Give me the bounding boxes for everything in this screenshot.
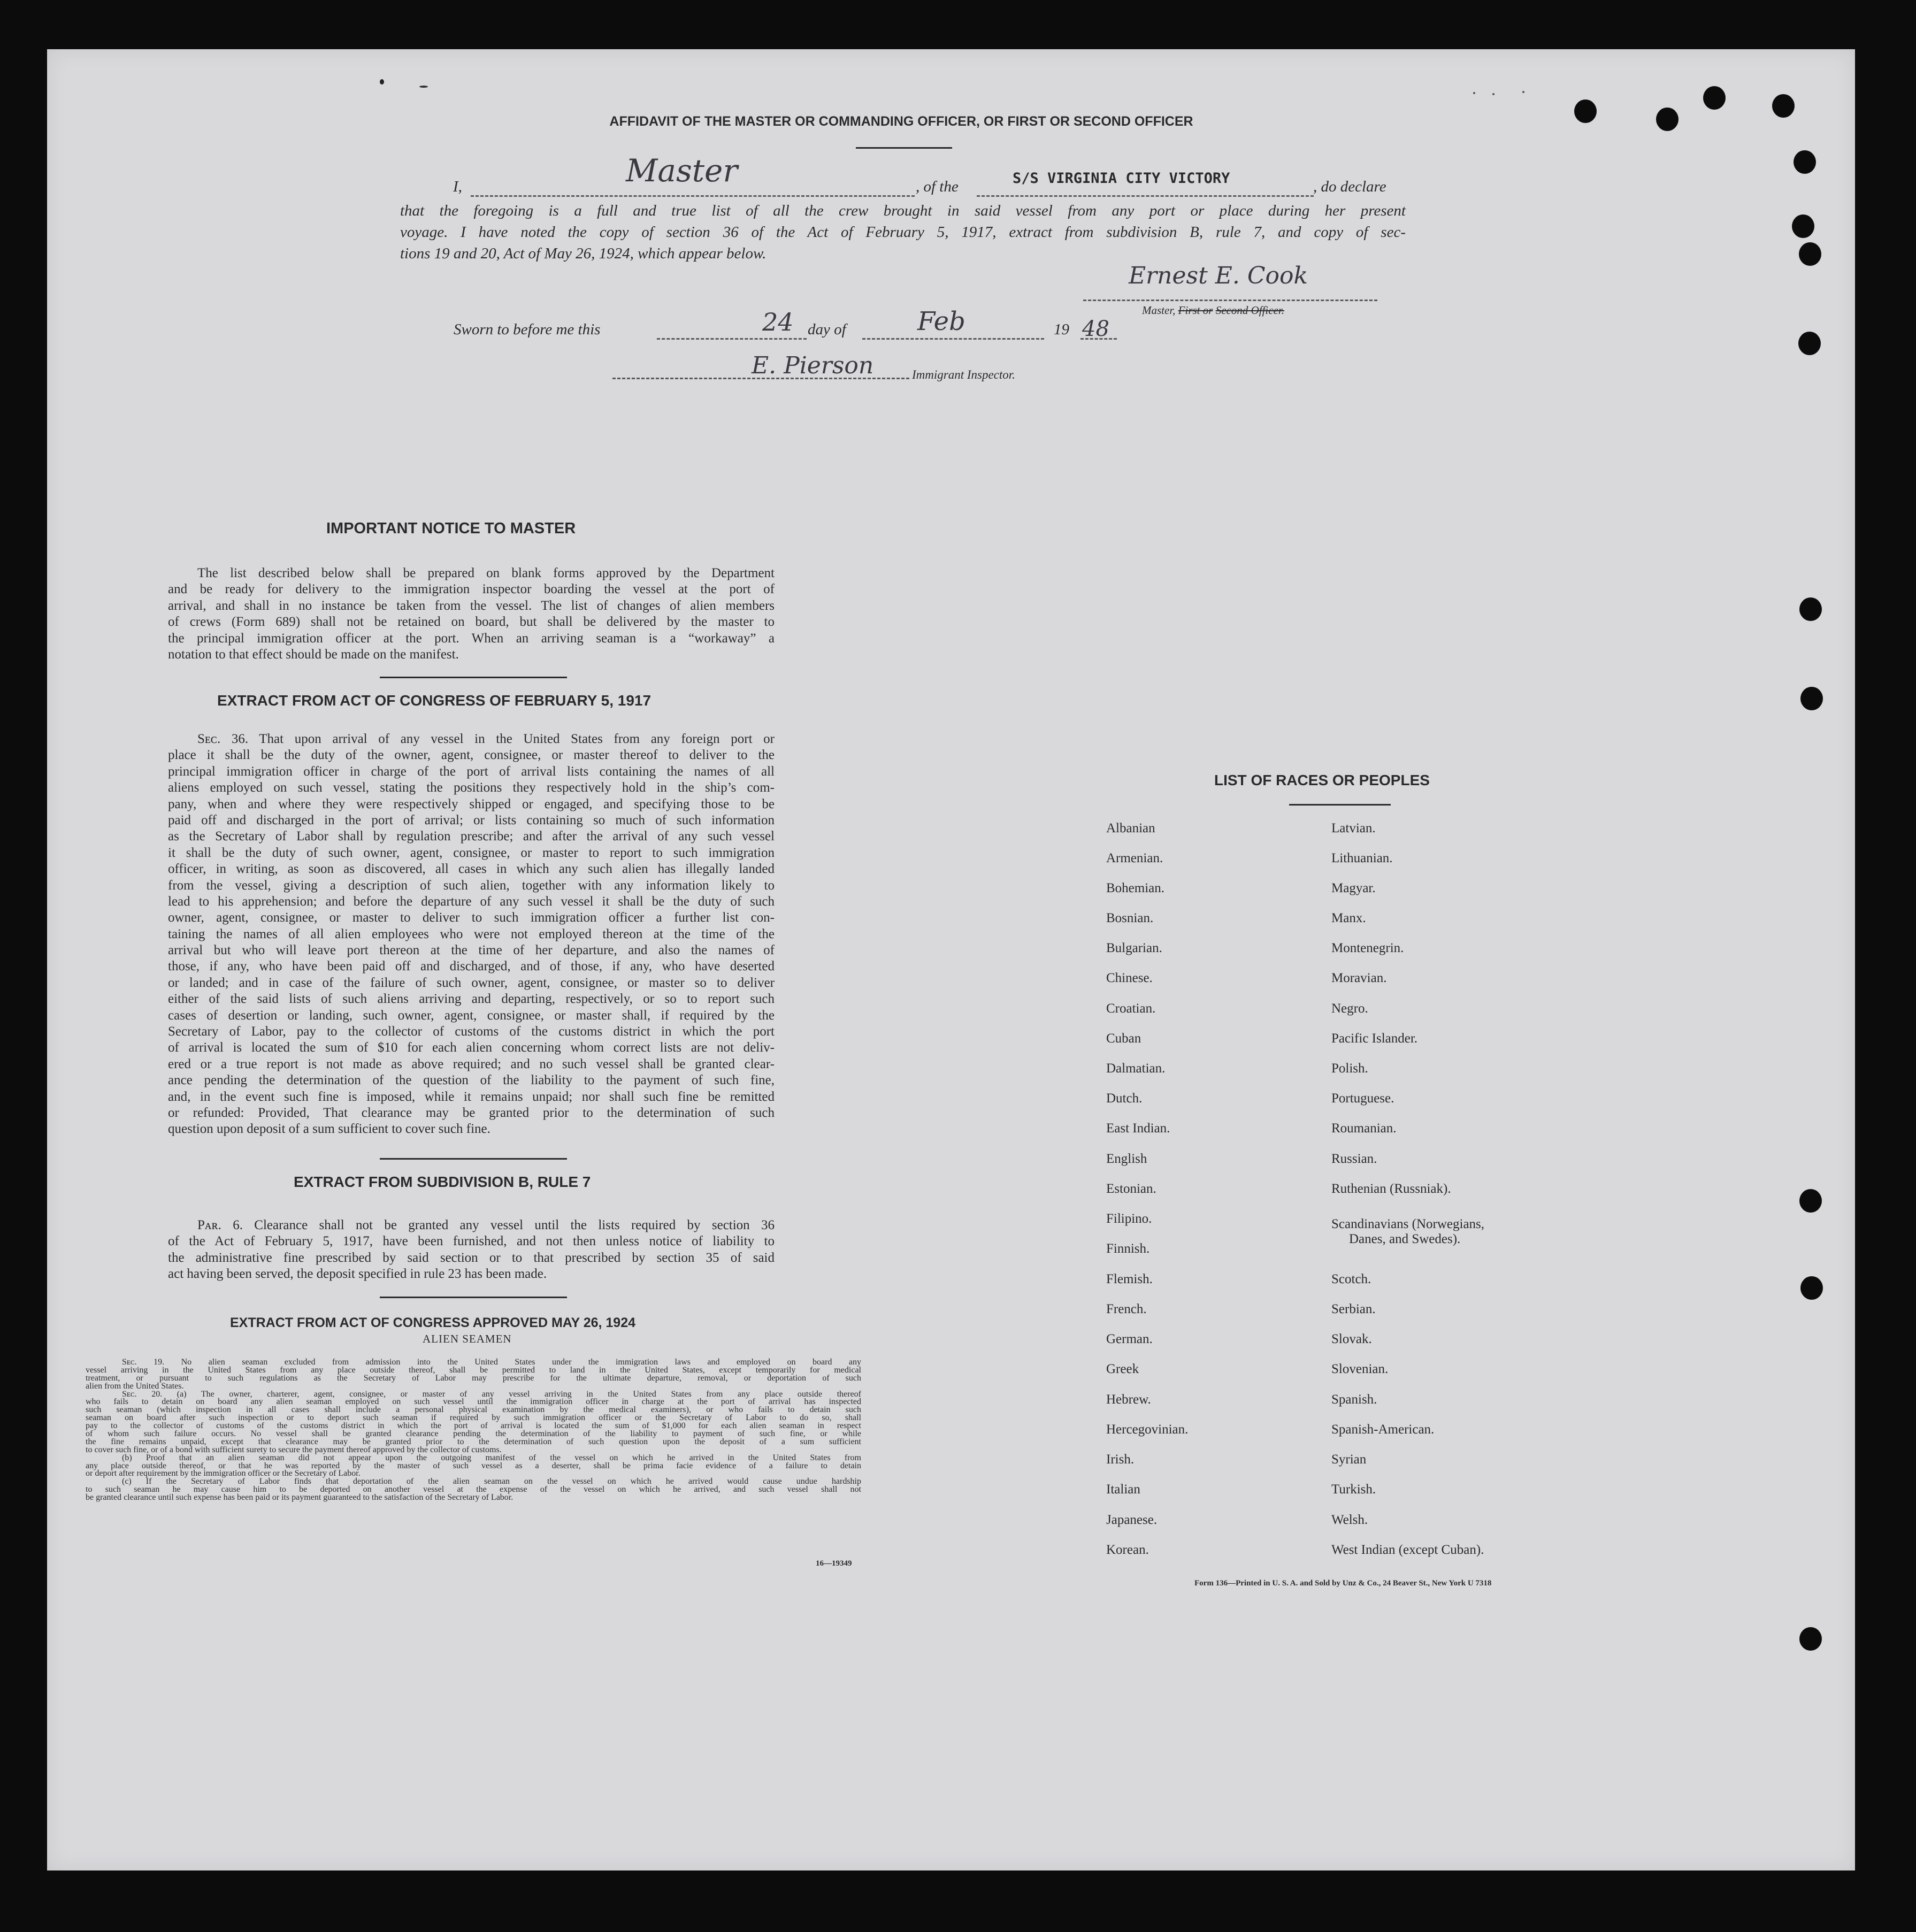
race-item: Chinese. [1106,971,1153,985]
extract-1917-line: it shall be the duty of such owner, agent, consignee, or master to report to such immigration [168,845,775,860]
year-prefix: 19 [1054,321,1069,338]
affidavit-i-label: I, [453,178,462,195]
punch-hole [1799,597,1822,621]
punch-hole [1703,86,1726,110]
extract-1924-line: the fine remains unpaid, except that clearance may be granted prior to the determination of such question upon the deposit of a sum sufficient [86,1437,861,1446]
extract-1917-line: Sᴇᴄ. 36. That upon arrival of any vessel in the United States from any foreign port or [197,732,775,746]
extract-1917-line: question upon deposit of a sum sufficient to cover such fine. [168,1122,491,1137]
race-item: Spanish-American. [1331,1422,1435,1437]
race-item: Roumanian. [1331,1121,1397,1136]
extract-1924-line: who fails to detain on board any alien seaman employed on such vessel until the immigration officer in charge at the port of arrival has inspected [86,1397,861,1407]
extract-1924-line: any place outside thereof, or that he was reported by the master of such vessel as a deserter, shall be prima facie evidence of a failure to detain [86,1461,861,1470]
affidavit-title: AFFIDAVIT OF THE MASTER OR COMMANDING OFFICER, OR FIRST OR SECOND OFFICER [609,114,1193,129]
race-item: Russian. [1331,1152,1377,1166]
race-item: Magyar. [1331,881,1376,895]
race-item: Hebrew. [1106,1392,1151,1407]
notice-line: of crews (Form 689) shall not be retained on board, but shall be delivered by the master to [168,615,775,630]
race-item: Japanese. [1106,1513,1158,1527]
inspector-signature: E. Pierson [752,352,874,379]
extract-1917-line: Secretary of Labor, pay to the collector of customs of the customs district in which the port [168,1024,775,1039]
extract-1917-line: cases of desertion or landing, such owner, agent, consignee, or master shall, if required by the [168,1008,775,1023]
race-item: Flemish. [1106,1272,1153,1286]
race-item: Cuban [1106,1031,1141,1046]
extract-1917-text [168,731,775,1138]
caption-first: First or [1178,304,1213,317]
punch-hole [1798,332,1821,355]
race-item: Hercegovinian. [1106,1422,1189,1437]
extract-1917-line: paid off and discharged in the port of arrival; or lists containing so much of such information [168,812,775,827]
extract-1917-line: of arrival is located the sum of $10 for each alien concerning whom correct lists are not deliv- [168,1040,775,1055]
affidavit-body [400,200,1406,264]
extract-1924-line: or deport after requirement by the immigration officer or the Secretary of Labor. [86,1469,361,1478]
sworn-day: 24 [762,308,794,336]
extract-1924-line: such seaman (which inspection in all cases shall include a personal physical examination by the medical examiners), or who fails to detain such [86,1405,861,1415]
day-of-label: day of [808,321,846,338]
race-item: Montenegrin. [1331,941,1404,955]
race-item: Italian [1106,1482,1140,1497]
punch-hole [1574,99,1597,123]
extract-1924-subtitle: ALIEN SEAMEN [423,1332,512,1345]
extract-rule7-line: act having been served, the deposit specified in rule 23 has been made. [168,1267,547,1282]
race-item: Ruthenian (Russniak). [1331,1182,1451,1196]
vessel-name: S/S VIRGINIA CITY VICTORY [1013,170,1230,187]
month-line [862,338,1044,340]
race-item: Turkish. [1331,1482,1376,1497]
extract-1917-title: EXTRACT FROM ACT OF CONGRESS OF FEBRUARY 5, 1917 [217,692,652,709]
caption-master: Master, [1142,304,1176,317]
extract-1924-line: pay to the collector of customs of the customs district in which the port of arrival is located the sum of $1,000 for each alien seaman in respect [86,1421,861,1431]
race-item: German. [1106,1332,1153,1346]
race-item: Scotch. [1331,1272,1371,1286]
extract-1917-line: as the Secretary of Labor shall by regulation prescribe; and after the arrival of any such vessel [168,829,775,844]
race-item-continued: Danes, and Swedes). [1349,1232,1461,1246]
punch-hole [1792,214,1814,238]
inspector-label: Immigrant Inspector. [912,368,1015,381]
race-item: Polish. [1331,1061,1368,1076]
punch-hole [1656,108,1679,131]
extract-rule7-line: of the Act of February 5, 1917, have been furnished, and not then unless notice of liability to [168,1234,775,1249]
race-item: Scandinavians (Norwegians, [1331,1217,1485,1231]
sworn-label: Sworn to before me this [454,321,601,338]
divider [1289,804,1391,806]
year-suffix: 48 [1082,317,1109,341]
extract-rule7-line: the administrative fine prescribed by said section or to that prescribed by section 35 of said [168,1250,775,1265]
master-name-line [471,195,915,197]
punch-hole [1799,1189,1822,1213]
race-item: Irish. [1106,1452,1135,1467]
race-item: French. [1106,1302,1147,1316]
race-item: Korean. [1106,1543,1149,1557]
extract-1924-line: treatment, or pursuant to such regulations as the Secretary of Labor may prescribe for the ultimate departure, removal, or deportation of such [86,1373,861,1383]
extract-1924-line: Sᴇᴄ. 19. No alien seaman excluded from admission into the United States under the immigration laws and employed on board any [122,1358,861,1367]
race-item: Portuguese. [1331,1091,1394,1106]
extract-1917-line: those, if any, who have been paid off and discharged, and of those, if any, who have deserted [168,959,775,974]
notice-line: arrival, and shall in no instance be taken from the vessel. The list of changes of alien members [168,598,775,613]
race-item: Serbian. [1331,1302,1376,1316]
race-item: Lithuanian. [1331,851,1393,865]
race-item: East Indian. [1106,1121,1170,1136]
extract-1917-line: or refunded: Provided, That clearance may be granted prior to the determination of such [168,1105,775,1120]
race-item: Spanish. [1331,1392,1377,1407]
notice-title: IMPORTANT NOTICE TO MASTER [326,520,576,537]
sworn-month: Feb [917,306,965,336]
race-item: Armenian. [1106,851,1163,865]
master-signature: Ernest E. Cook [1129,262,1308,289]
extract-1917-line: aliens employed on such vessel, stating the positions they respectively hold in the ship’s com- [168,780,775,795]
race-item: Slovak. [1331,1332,1372,1346]
extract-1924-line: to cover such fine, or of a bond with sufficient surety to secure the payment thereof approved by the collector of customs. [86,1445,502,1454]
divider [380,1297,567,1298]
punch-hole [1772,94,1795,118]
day-line [657,338,807,340]
extract-rule7-line: Pᴀʀ. 6. Clearance shall not be granted any vessel until the lists required by section 36 [197,1218,775,1232]
race-item: Manx. [1331,911,1366,925]
race-item: Slovenian. [1331,1362,1389,1376]
affidavit-body-line: that the foregoing is a full and true list of all the crew brought in said vessel from any port or place during her present [400,202,1406,219]
inspector-line [612,378,909,379]
affidavit-body-line: tions 19 and 20, Act of May 26, 1924, which appear below. [400,245,767,262]
race-item: Pacific Islander. [1331,1031,1418,1046]
race-item: Negro. [1331,1001,1368,1016]
signature-line [1083,300,1377,301]
notice-line: and be ready for delivery to the immigration inspector boarding the vessel at the port of [168,582,775,597]
extract-rule7-title: EXTRACT FROM SUBDIVISION B, RULE 7 [294,1174,591,1190]
extract-1917-line: ered or a true report is not made as above required; and no such vessel shall be granted clear- [168,1056,775,1071]
of-the-label: , of the [916,178,959,195]
extract-1917-line: principal immigration officer in charge of the port of arrival lists containing the names of all [168,764,775,779]
extract-1924-line: seaman on board after such inspection or to deport such seaman if required by such immigration officer or the Secretary of Labor to do so, shall [86,1413,861,1423]
divider [380,677,567,678]
divider [856,147,952,149]
extract-1917-line: officer, in writing, as soon as discovered, all cases in which any such alien has illegally landed [168,862,775,877]
races-title: LIST OF RACES OR PEOPLES [1214,772,1430,788]
extract-1924-line: to such seaman he may cause him to be deported on another vessel at the expense of the vessel on which he arrived, and such vessel shall not [86,1485,861,1494]
race-item: Filipino. [1106,1212,1152,1226]
punch-hole [1799,1627,1822,1651]
race-item: Estonian. [1106,1182,1156,1196]
affidavit-body-line: voyage. I have noted the copy of section 36 of the Act of February 5, 1917, extract from subdivision B, rule 7, and copy of sec- [400,224,1406,241]
race-item: Latvian. [1331,821,1376,835]
punch-hole [1800,687,1823,710]
divider [380,1158,567,1160]
extract-1924-line: (b) Proof that an alien seaman did not appear upon the outgoing manifest of the vessel on which he arrived in the United States from [122,1453,861,1462]
race-item: Dutch. [1106,1091,1143,1106]
extract-1924-line: alien from the United States. [86,1381,184,1391]
race-item: Albanian [1106,821,1155,835]
year-line [1080,338,1117,340]
extract-1917-line: either of the said lists of such aliens arriving and departing, respectively, or so to report such [168,992,775,1007]
race-item: Moravian. [1331,971,1387,985]
extract-1917-line: pany, when and where they were respectively shipped or engaged, and specifying those to be [168,796,775,811]
punch-hole [1800,1276,1823,1300]
extract-1924-line: (c) If the Secretary of Labor finds that deportation of the alien seaman on the vessel on which he arrived would cause undue hardship [122,1477,861,1486]
race-item: English [1106,1152,1147,1166]
form-code: 16—19349 [816,1559,852,1568]
race-item: Syrian [1331,1452,1367,1467]
form-print-note: Form 136—Printed in U. S. A. and Sold by Unz & Co., 24 Beaver St., New York U 7318 [1194,1579,1492,1588]
master-handwritten: Master [626,152,738,189]
race-item: Bulgarian. [1106,941,1162,955]
extract-1917-line: from the vessel, giving a description of such alien, together with any information likely to [168,878,775,893]
do-declare-label: , do declare [1313,178,1386,195]
notice-line: the principal immigration officer at the port. When an arriving seaman is a “workaway” a [168,631,775,646]
punch-hole [1794,150,1816,174]
extract-1924-line: Sᴇᴄ. 20. (a) The owner, charterer, agent, consignee, or master of any vessel arriving in the United States from any place outside thereof [122,1389,861,1399]
race-item: West Indian (except Cuban). [1331,1543,1484,1557]
race-item: Finnish. [1106,1241,1150,1256]
vessel-name-line [977,195,1314,197]
race-item: Croatian. [1106,1001,1156,1016]
extract-1924-line: vessel arriving in the United States from any place outside thereof, shall be permitted to land in the United States, except temporarily for medical [86,1365,861,1375]
extract-1924-line: of whom such failure occurs. No vessel shall be granted clearance pending the determination of the liability to payment of such fine, or while [86,1429,861,1439]
extract-1917-line: owner, agent, consignee, or master to deliver to such immigration officer a further list con- [168,910,775,925]
extract-1917-line: taining the names of all alien employees who were not employed thereon at the time of the [168,926,775,941]
caption-second: Second Officer. [1215,304,1284,317]
extract-1917-line: place it shall be the duty of the owner, agent, consignee, or master thereof to deliver to the [168,748,775,763]
race-item: Dalmatian. [1106,1061,1166,1076]
notice-line: The list described below shall be prepared on blank forms approved by the Department [197,566,775,580]
extract-1917-line: lead to his apprehension; and before the departure of any such vessel it shall be the duty of such [168,894,775,909]
race-item: Bohemian. [1106,881,1165,895]
race-item: Welsh. [1331,1513,1368,1527]
extract-1924-title: EXTRACT FROM ACT OF CONGRESS APPROVED MAY 26, 1924 [230,1315,636,1330]
extract-1924-text [86,1359,861,1502]
extract-1917-line: and, in the event such fine is imposed, while it remains unpaid; nor shall such fine be remitted [168,1089,775,1104]
extract-1917-line: arrival but who will leave port thereon at the time of her departure, and also the names of [168,943,775,958]
race-item: Greek [1106,1362,1139,1376]
punch-hole [1799,242,1821,266]
extract-1917-line: ance pending the determination of the question of the liability to the payment of such fine, [168,1073,775,1088]
race-item: Bosnian. [1106,911,1154,925]
notice-line: notation to that effect should be made on the manifest. [168,647,459,662]
notice-text [168,565,775,663]
extract-1924-line: be granted clearance until such expense has been paid or its payment guaranteed to the satisfaction of the Secretary of Labor. [86,1493,514,1502]
extract-1917-line: or landed; and in case of the failure of such owner, agent, consignee, or master so to deliver [168,975,775,990]
signature-caption [1142,304,1284,317]
extract-rule7-text [168,1217,775,1283]
